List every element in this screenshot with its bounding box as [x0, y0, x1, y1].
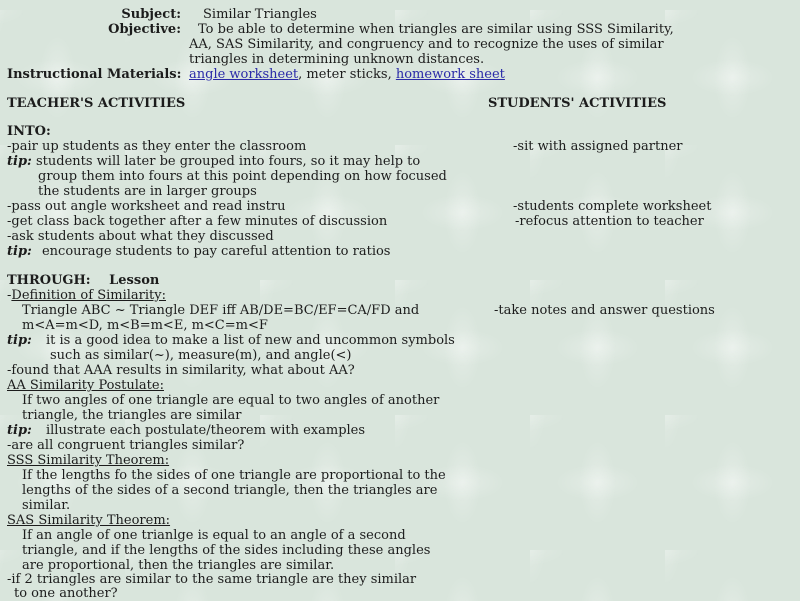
- homework-sheet-link[interactable]: homework sheet: [395, 67, 505, 82]
- through-line: -if 2 triangles are similar to the same triangle are they similar: [7, 572, 417, 587]
- into-line: -get class back together after a few minutes of discussion: [7, 214, 388, 229]
- into-line: -pair up students as they enter the classroom: [7, 139, 307, 154]
- materials-label: Instructional Materials:: [7, 67, 182, 82]
- through-line: If two angles of one triangle are equal to two angles of another: [22, 393, 440, 408]
- through-line: triangle, the triangles are similar: [22, 408, 242, 423]
- through-line: triangle, and if the lengths of the sides including these angles: [22, 543, 431, 558]
- sss-theorem-heading: SSS Similarity Theorem:: [7, 453, 170, 468]
- through-line: -found that AAA results in similarity, what about AA?: [7, 363, 355, 378]
- through-line: are proportional, then the triangles are similar.: [22, 558, 335, 573]
- into-line: the students are in larger groups: [38, 184, 257, 199]
- teacher-activities-heading: TEACHER'S ACTIVITIES: [7, 96, 186, 111]
- tip-line: [7, 333, 455, 348]
- through-line: If the lengths fo the sides of one triangle are proportional to the: [22, 468, 446, 483]
- into-line: group them into fours at this point depending on how focused: [38, 169, 447, 184]
- tip-label: tip:: [7, 244, 32, 259]
- aa-postulate-heading: AA Similarity Postulate:: [7, 378, 164, 393]
- materials-separator: , meter sticks,: [298, 67, 396, 82]
- sas-theorem-heading: SAS Similarity Theorem:: [7, 513, 171, 528]
- objective-line-3: triangles in determining unknown distances.: [189, 52, 485, 67]
- tip-label: tip:: [7, 154, 32, 169]
- through-line: such as similar(~), measure(m), and angle(<): [50, 348, 352, 363]
- students-activities-heading: STUDENTS' ACTIVITIES: [488, 96, 667, 111]
- tip-label: tip:: [7, 333, 32, 348]
- definition-of-similarity-label: Definition of Similarity:: [11, 288, 166, 303]
- through-label: THROUGH:: [7, 273, 91, 288]
- student-line: -sit with assigned partner: [513, 139, 683, 154]
- lesson-label: Lesson: [109, 273, 160, 288]
- into-line: -ask students about what they discussed: [7, 229, 274, 244]
- tip-line: [7, 154, 420, 169]
- tip-text: students will later be grouped into fours, so it may help to: [35, 154, 421, 169]
- through-line: lengths of the sides of a second triangle, then the triangles are: [22, 483, 438, 498]
- tip-label: tip:: [7, 423, 32, 438]
- subject-value: Similar Triangles: [203, 7, 317, 22]
- through-line: If an angle of one trianlge is equal to an angle of a second: [22, 528, 406, 543]
- student-line: -students complete worksheet: [513, 199, 712, 214]
- objective-label: Objective:: [108, 22, 181, 37]
- student-line: -take notes and answer questions: [494, 303, 715, 318]
- tip-line: [7, 244, 390, 259]
- through-line: Triangle ABC ~ Triangle DEF iff AB/DE=BC/EF=CA/FD and: [22, 303, 420, 318]
- into-heading: INTO:: [7, 124, 51, 139]
- objective-line-2: AA, SAS Similarity, and congruency and to recognize the uses of similar: [189, 37, 664, 52]
- into-line: -pass out angle worksheet and read instru: [7, 199, 286, 214]
- objective-line-1: To be able to determine when triangles are similar using SSS Similarity,: [198, 22, 674, 37]
- tip-text: encourage students to pay careful attention to ratios: [41, 244, 391, 259]
- tip-text: it is a good idea to make a list of new and uncommon symbols: [45, 333, 455, 348]
- angle-worksheet-link[interactable]: angle worksheet: [189, 67, 299, 82]
- through-line: to one another?: [14, 586, 118, 601]
- through-line: -are all congruent triangles similar?: [7, 438, 245, 453]
- tip-text: illustrate each postulate/theorem with examples: [45, 423, 366, 438]
- through-line: similar.: [22, 498, 71, 513]
- student-line: -refocus attention to teacher: [515, 214, 704, 229]
- definition-heading: -Definition of Similarity:: [7, 288, 166, 303]
- subject-label: Subject:: [121, 7, 181, 22]
- through-line: m<A=m<D, m<B=m<E, m<C=m<F: [22, 318, 268, 333]
- through-heading: [7, 273, 159, 288]
- materials-list: [189, 67, 505, 82]
- tip-line: [7, 423, 365, 438]
